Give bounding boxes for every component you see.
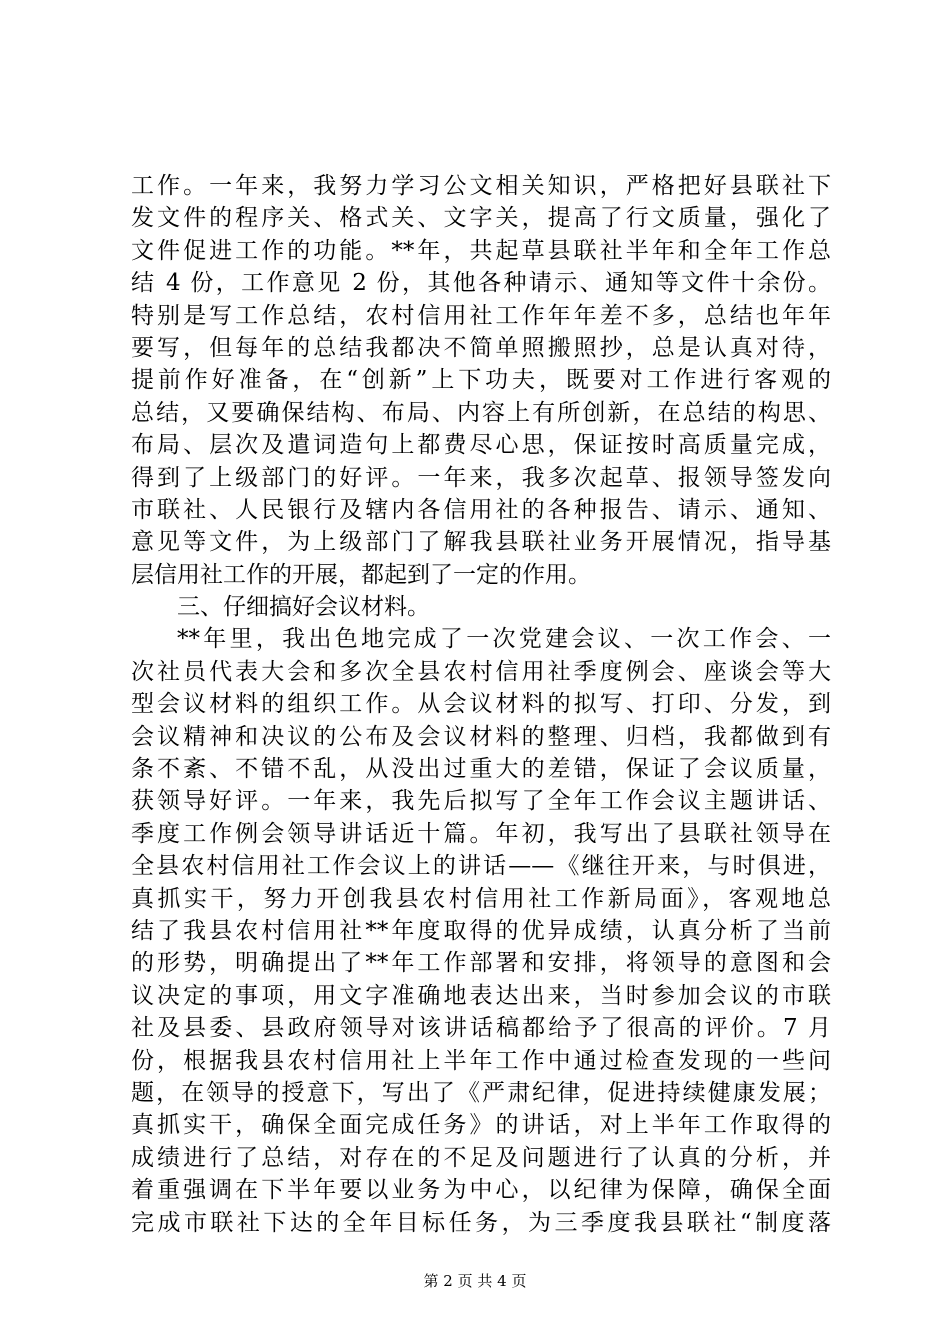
text-line: 发文件的程序关、格式关、文字关，提高了行文质量，强化了 <box>131 205 831 232</box>
text-line: 全县农村信用社工作会议上的讲话——《继往开来，与时俱进， <box>131 853 831 880</box>
text-line: 意见等文件，为上级部门了解我县联社业务开展情况，指导基 <box>131 529 831 556</box>
text-line: 会议精神和决议的公布及会议材料的整理、归档，我都做到有 <box>131 723 831 750</box>
text-line: 三、仔细搞好会议材料。 <box>177 594 430 621</box>
text-line: 着重强调在下半年要以业务为中心，以纪律为保障，确保全面 <box>131 1177 831 1204</box>
text-line: 层信用社工作的开展，都起到了一定的作用。 <box>131 561 591 588</box>
text-line: 份，根据我县农村信用社上半年工作中通过检查发现的一些问 <box>131 1047 831 1074</box>
text-line: 次社员代表大会和多次全县农村信用社季度例会、座谈会等大 <box>131 658 831 685</box>
text-line: 题，在领导的授意下，写出了《严肃纪律，促进持续健康发展； <box>131 1079 831 1106</box>
text-line: 特别是写工作总结，农村信用社工作年年差不多，总结也年年 <box>131 302 831 329</box>
text-line: 完成市联社下达的全年目标任务，为三季度我县联社“制度落 <box>131 1209 831 1236</box>
text-line: 的形势，明确提出了**年工作部署和安排，将领导的意图和会 <box>131 950 831 977</box>
text-line: **年里，我出色地完成了一次党建会议、一次工作会、一 <box>177 626 831 653</box>
text-line: 结了我县农村信用社**年度取得的优异成绩，认真分析了当前 <box>131 917 831 944</box>
text-line: 布局、层次及遣词造句上都费尽心思，保证按时高质量完成， <box>131 432 831 459</box>
document-body <box>131 170 831 1239</box>
text-line: 真抓实干，努力开创我县农村信用社工作新局面》，客观地总 <box>131 885 831 912</box>
text-line: 社及县委、县政府领导对该讲话稿都给予了很高的评价。7 月 <box>131 1015 831 1042</box>
text-line: 总结，又要确保结构、布局、内容上有所创新，在总结的构思、 <box>131 399 831 426</box>
text-line: 结 4 份，工作意见 2 份，其他各种请示、通知等文件十余份。 <box>131 270 831 297</box>
text-line: 季度工作例会领导讲话近十篇。年初，我写出了县联社领导在 <box>131 820 831 847</box>
text-line: 得到了上级部门的好评。一年来，我多次起草、报领导签发向 <box>131 464 831 491</box>
text-line: 型会议材料的组织工作。从会议材料的拟写、打印、分发，到 <box>131 691 831 718</box>
text-line: 真抓实干，确保全面完成任务》的讲话，对上半年工作取得的 <box>131 1112 831 1139</box>
text-line: 条不紊、不错不乱，从没出过重大的差错，保证了会议质量， <box>131 756 831 783</box>
text-line: 提前作好准备，在“创新”上下功夫，既要对工作进行客观的 <box>131 367 831 394</box>
text-line: 成绩进行了总结，对存在的不足及问题进行了认真的分析，并 <box>131 1144 831 1171</box>
text-line: 市联社、人民银行及辖内各信用社的各种报告、请示、通知、 <box>131 496 831 523</box>
text-line: 文件促进工作的功能。**年，共起草县联社半年和全年工作总 <box>131 237 831 264</box>
text-line: 要写，但每年的总结我都决不简单照搬照抄，总是认真对待， <box>131 334 831 361</box>
text-line: 议决定的事项，用文字准确地表达出来，当时参加会议的市联 <box>131 982 831 1009</box>
text-line: 获领导好评。一年来，我先后拟写了全年工作会议主题讲话、 <box>131 788 831 815</box>
page-footer: 第 2 页 共 4 页 <box>423 1272 527 1290</box>
text-line: 工作。一年来，我努力学习公文相关知识，严格把好县联社下 <box>131 173 831 199</box>
